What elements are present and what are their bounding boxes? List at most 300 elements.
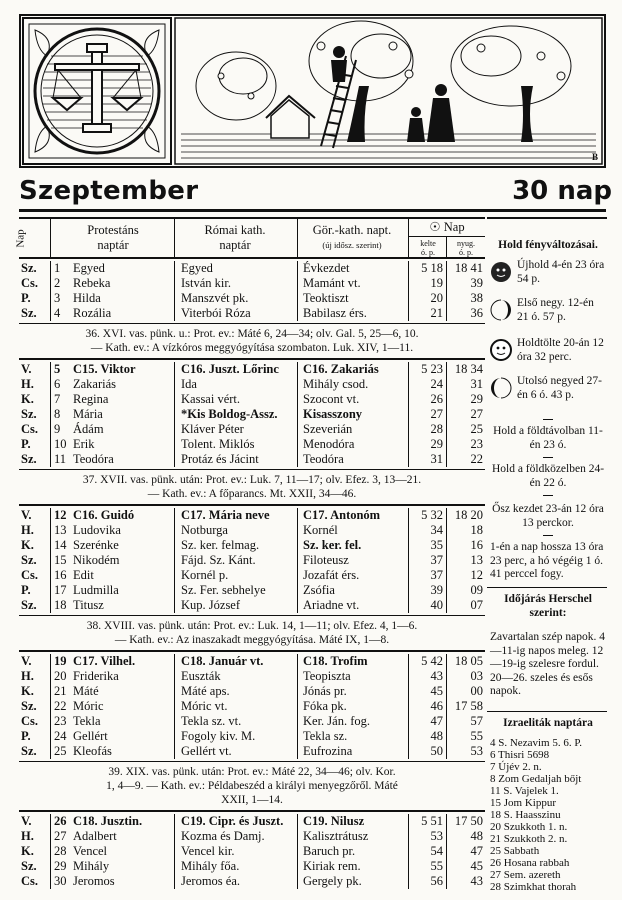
sun-header: ☉ Nap (429, 220, 465, 234)
protestant-name: Ludmilla (73, 583, 119, 597)
day-number: 22 (54, 699, 67, 713)
greek-catholic-name: Kisasszony (303, 407, 363, 421)
column-rule (50, 814, 51, 889)
day-number: 13 (54, 523, 67, 537)
protestant-header: Protestáns naptár (87, 223, 139, 252)
protestant-name: Rebeka (73, 276, 111, 290)
israel-item: 4 S. Nezavim 5. 6. P. (490, 737, 582, 749)
moon-near: Hold a földközelben 24-én 22 ó. (491, 463, 605, 489)
day-row (19, 538, 485, 553)
sunset-time: 18 20 (454, 508, 483, 522)
sunset-header: nyug. ó. p. (457, 239, 475, 257)
protestant-name: C16. Guidó (73, 508, 135, 522)
catholic-name: C19. Cipr. és Juszt. (181, 814, 284, 828)
gospel-note: XXII, 1—14. (221, 794, 283, 806)
day-number: 5 (54, 362, 61, 376)
catholic-name: Kláver Péter (181, 422, 244, 436)
protestant-name: Edit (73, 568, 94, 582)
sunrise-time: 28 (430, 422, 443, 436)
day-number: 12 (54, 508, 67, 522)
day-label: Cs. (21, 874, 39, 888)
column-rule (50, 261, 51, 321)
day-label: K. (21, 684, 34, 698)
gospel-note: — Kath. ev.: A főparancs. Mt. XXII, 34—46. (147, 488, 357, 500)
sunrise-time: 37 (430, 568, 443, 582)
autumn-start: Ősz kezdet 23-án 12 óra 13 perckor. (492, 503, 604, 529)
protestant-name: Gellért (73, 729, 108, 743)
protestant-name: Zakariás (73, 377, 117, 391)
day-row (19, 452, 485, 467)
day-label: Sz. (21, 306, 37, 320)
sunrise-time: 27 (430, 407, 443, 421)
catholic-name: István kir. (181, 276, 231, 290)
day-row (19, 407, 485, 422)
day-row (19, 684, 485, 699)
sunrise-time: 47 (430, 714, 443, 728)
day-row (19, 377, 485, 392)
day-label: K. (21, 392, 34, 406)
catholic-name: Protáz és Jácint (181, 452, 259, 466)
protestant-name: Adalbert (73, 829, 117, 843)
sunrise-time: 55 (430, 859, 443, 873)
day-row (19, 261, 485, 276)
sunrise-time: 20 (430, 291, 443, 305)
catholic-name: Máté aps. (181, 684, 230, 698)
sunrise-time: 19 (430, 276, 443, 290)
moon-phase-full: Holdtölte 20-án 12 óra 32 perc. (490, 337, 606, 371)
greek-catholic-name: Baruch pr. (303, 844, 356, 858)
protestant-name: Erik (73, 437, 95, 451)
sunrise-time: 29 (430, 437, 443, 451)
column-rule (446, 362, 447, 467)
sunrise-header: kelte ó. p. (420, 239, 436, 257)
sidebar-divider (487, 587, 607, 588)
greek-catholic-header: Gör.-kath. napt. (új idősz. szerint) (312, 223, 392, 250)
day-label: Sz. (21, 699, 37, 713)
sunset-time: 17 50 (454, 814, 483, 828)
protestant-name: Nikodém (73, 553, 120, 567)
sunrise-time: 5 42 (421, 654, 443, 668)
greek-catholic-name: Teopiszta (303, 669, 351, 683)
day-number: 1 (54, 261, 61, 275)
greek-catholic-name: C18. Trofim (303, 654, 368, 668)
day-number: 11 (54, 452, 67, 466)
column-rule (174, 654, 175, 759)
greek-catholic-name: Kiriak rem. (303, 859, 361, 873)
day-label: H. (21, 377, 34, 391)
day-number: 15 (54, 553, 67, 567)
day-row (19, 654, 485, 669)
greek-catholic-name: C19. Nilusz (303, 814, 365, 828)
sunrise-time: 26 (430, 392, 443, 406)
sunset-time: 39 (470, 276, 483, 290)
catholic-name: Fogoly kiv. M. (181, 729, 256, 743)
catholic-name: Sz. ker. felmag. (181, 538, 260, 552)
sunset-time: 29 (470, 392, 483, 406)
sunrise-time: 21 (430, 306, 443, 320)
protestant-name: Hilda (73, 291, 101, 305)
israel-item: 26 Hosana rabbah (490, 857, 570, 869)
column-rule (446, 814, 447, 889)
sunset-time: 12 (470, 568, 483, 582)
gospel-note: — Kath. ev.: Az inaszakadt meggyógyítása. Máté IX, 1—8. (114, 634, 390, 646)
catholic-name: Fájd. Sz. Kánt. (181, 553, 256, 567)
moon-title: Hold fényváltozásai. (498, 239, 598, 251)
month-title: Szeptember (19, 176, 199, 206)
catholic-name: Kup. József (181, 598, 241, 612)
greek-catholic-name: Szocont vt. (303, 392, 360, 406)
day-label: Sz. (21, 553, 37, 567)
column-rule (174, 814, 175, 889)
first-quarter-moon-icon (490, 299, 512, 321)
protestant-name: Regina (73, 392, 109, 406)
israel-item: 15 Jom Kippur (490, 797, 556, 809)
sunset-time: 18 (470, 523, 483, 537)
day-number: 2 (54, 276, 61, 290)
column-rule (408, 814, 409, 889)
greek-catholic-name: Gergely pk. (303, 874, 362, 888)
greek-catholic-name: Ker. Ján. fog. (303, 714, 370, 728)
column-rule (174, 508, 175, 613)
header-illustration (19, 14, 606, 168)
sunset-time: 25 (470, 422, 483, 436)
sunrise-time: 5 51 (421, 814, 443, 828)
sunset-time: 31 (470, 377, 483, 391)
day-number: 30 (54, 874, 67, 888)
sunset-time: 16 (470, 538, 483, 552)
day-number: 28 (54, 844, 67, 858)
israel-item: 8 Zom Gedaljah bőjt (490, 773, 582, 785)
column-rule (408, 362, 409, 467)
sunset-time: 18 05 (454, 654, 483, 668)
note-divider (19, 761, 485, 762)
sunrise-time: 50 (430, 744, 443, 758)
protestant-name: Móric (73, 699, 104, 713)
protestant-name: Tekla (73, 714, 101, 728)
sunset-time: 13 (470, 553, 483, 567)
day-row (19, 291, 485, 306)
calendar-table (14, 217, 485, 897)
catholic-name: Viterbói Róza (181, 306, 251, 320)
day-row (19, 729, 485, 744)
protestant-name: Vencel (73, 844, 108, 858)
sunset-time: 17 58 (454, 699, 483, 713)
israel-item: 18 S. Haasszinu (490, 809, 561, 821)
sunrise-time: 53 (430, 829, 443, 843)
catholic-name: Euszták (181, 669, 221, 683)
protestant-name: Szerénke (73, 538, 119, 552)
sunset-time: 38 (470, 291, 483, 305)
day-number: 16 (54, 568, 67, 582)
sunset-time: 53 (470, 744, 483, 758)
greek-catholic-name: Tekla sz. (303, 729, 348, 743)
sunset-time: 27 (470, 407, 483, 421)
day-label: H. (21, 829, 34, 843)
catholic-name: Vencel kir. (181, 844, 235, 858)
catholic-name: C17. Mária neve (181, 508, 270, 522)
column-rule (297, 654, 298, 759)
greek-catholic-name: Eufrozina (303, 744, 353, 758)
sunset-time: 18 41 (454, 261, 483, 275)
day-row (19, 276, 485, 291)
column-rule (446, 261, 447, 321)
new-moon-icon (490, 261, 512, 283)
day-label: V. (21, 654, 32, 668)
day-row (19, 859, 485, 874)
sun-icon: ☉ (429, 220, 441, 234)
day-label: Sz. (21, 452, 37, 466)
catholic-name: Manszvét pk. (181, 291, 249, 305)
sunrise-time: 5 18 (421, 261, 443, 275)
sunrise-time: 34 (430, 523, 443, 537)
day-label: Cs. (21, 714, 39, 728)
israel-item: 11 S. Vajelek 1. (490, 785, 559, 797)
day-row (19, 437, 485, 452)
column-rule (408, 654, 409, 759)
week-divider (19, 358, 485, 360)
gospel-note: 1, 4—9. — Kath. ev.: Példabeszéd a királyi menyegzőről. Máté (106, 780, 398, 792)
day-label: V. (21, 362, 32, 376)
moon-phase-last-quarter: Utolsó negyed 27-én 6 ó. 43 p. (490, 375, 606, 409)
day-label: Cs. (21, 568, 39, 582)
sunrise-time: 40 (430, 598, 443, 612)
day-label: V. (21, 508, 32, 522)
day-row (19, 699, 485, 714)
sidebar-divider (487, 711, 607, 712)
greek-catholic-name: Jozafát érs. (303, 568, 360, 582)
day-number: 23 (54, 714, 67, 728)
day-number: 19 (54, 654, 67, 668)
protestant-name: Ádám (73, 422, 104, 436)
day-label: Sz. (21, 744, 37, 758)
catholic-name: Sz. Fer. sebhelye (181, 583, 266, 597)
day-row (19, 362, 485, 377)
note-divider (19, 469, 485, 470)
column-rule (408, 508, 409, 613)
day-label: H. (21, 669, 34, 683)
column-rule (446, 508, 447, 613)
sunrise-time: 5 32 (421, 508, 443, 522)
catholic-name: Egyed (181, 261, 213, 275)
protestant-name: Rozália (73, 306, 112, 320)
sunset-time: 23 (470, 437, 483, 451)
gospel-note: 39. XIX. vas. pünk. után: Prot. ev.: Máté 22, 34—46; olv. Kor. (108, 766, 396, 778)
sunrise-time: 24 (430, 377, 443, 391)
sunset-time: 07 (470, 598, 483, 612)
catholic-header: Római kath. naptár (204, 223, 266, 252)
sunrise-time: 5 23 (421, 362, 443, 376)
column-rule (297, 508, 298, 613)
catholic-name: Tolent. Miklós (181, 437, 255, 451)
note-divider (19, 323, 485, 324)
israel-item: 7 Újév 2. n. (490, 761, 542, 773)
protestant-name: Jeromos (73, 874, 115, 888)
days-count: 30 nap (512, 176, 612, 206)
day-number: 18 (54, 598, 67, 612)
day-number: 14 (54, 538, 67, 552)
day-label: K. (21, 538, 34, 552)
greek-catholic-name: C17. Antonóm (303, 508, 381, 522)
sidebar (487, 217, 607, 897)
catholic-name: Móric vt. (181, 699, 228, 713)
column-rule (174, 261, 175, 321)
day-row (19, 844, 485, 859)
catholic-name: *Kis Boldog-Assz. (181, 407, 278, 421)
sunrise-time: 35 (430, 538, 443, 552)
protestant-name: Ludovika (73, 523, 121, 537)
protestant-name: C15. Viktor (73, 362, 136, 376)
note-divider (19, 615, 485, 616)
title-rule (19, 209, 606, 212)
full-moon-icon (490, 339, 512, 361)
column-rule (297, 362, 298, 467)
greek-catholic-name: Teoktiszt (303, 291, 349, 305)
catholic-name: Notburga (181, 523, 228, 537)
greek-catholic-name: Mihály csod. (303, 377, 369, 391)
day-row (19, 814, 485, 829)
day-label: Cs. (21, 422, 39, 436)
sunrise-time: 39 (430, 583, 443, 597)
day-number: 24 (54, 729, 67, 743)
day-number: 10 (54, 437, 67, 451)
day-number: 3 (54, 291, 61, 305)
day-number: 25 (54, 744, 67, 758)
catholic-name: Jeromos éa. (181, 874, 241, 888)
week-divider (19, 650, 485, 652)
protestant-name: Friderika (73, 669, 119, 683)
day-label: K. (21, 844, 34, 858)
week-divider (19, 504, 485, 506)
header-rule (408, 219, 409, 259)
israel-item: 21 Szukkoth 2. n. (490, 833, 568, 845)
day-row (19, 669, 485, 684)
nap-header: Nap (14, 229, 27, 248)
day-number: 7 (54, 392, 61, 406)
column-rule (297, 261, 298, 321)
day-number: 8 (54, 407, 61, 421)
last-quarter-moon-icon (490, 377, 512, 399)
gospel-note: 38. XVIII. vas. pünk. után: Prot. ev.: Luk. 14, 1—11; olv. Efez. 4, 1—6. (86, 620, 418, 632)
column-rule (50, 654, 51, 759)
day-number: 6 (54, 377, 61, 391)
day-row (19, 598, 485, 613)
sunset-time: 36 (470, 306, 483, 320)
catholic-name: C18. Január vt. (181, 654, 264, 668)
sunset-time: 55 (470, 729, 483, 743)
greek-catholic-name: Sz. ker. fel. (303, 538, 362, 552)
column-rule (446, 654, 447, 759)
day-row (19, 306, 485, 321)
weather-text: Zavartalan szép napok. 4—11-ig napos meleg. 12—19-ig szelesre fordul. 20—26. szeles és esős napok. (490, 631, 605, 697)
sunset-time: 47 (470, 844, 483, 858)
day-row (19, 714, 485, 729)
sunset-time: 00 (470, 684, 483, 698)
libra-orchard-artwork (21, 16, 604, 166)
day-number: 4 (54, 306, 61, 320)
column-rule (50, 362, 51, 467)
day-label: Sz. (21, 407, 37, 421)
day-label: V. (21, 814, 32, 828)
israel-item: 28 Szimkhat thorah (490, 881, 577, 893)
greek-catholic-name: Filoteusz (303, 553, 349, 567)
day-label: Cs. (21, 276, 39, 290)
day-number: 17 (54, 583, 67, 597)
header-rule (50, 219, 51, 259)
greek-catholic-name: Szeverián (303, 422, 353, 436)
greek-catholic-name: Menodóra (303, 437, 355, 451)
day-label: Sz. (21, 261, 37, 275)
catholic-name: Tekla sz. vt. (181, 714, 242, 728)
day-label: P. (21, 291, 31, 305)
day-number: 21 (54, 684, 67, 698)
day-label: Sz. (21, 859, 37, 873)
day-label: P. (21, 729, 31, 743)
sunset-time: 43 (470, 874, 483, 888)
greek-catholic-name: Mamánt vt. (303, 276, 361, 290)
day-row (19, 508, 485, 523)
day-number: 27 (54, 829, 67, 843)
weather-title: Időjárás Herschel szerint: (504, 593, 592, 619)
gospel-note: 37. XVII. vas. pünk. után: Prot. ev.: Luk. 7, 11—17; olv. Efez. 3, 13—21. (82, 474, 422, 486)
sunrise-time: 43 (430, 669, 443, 683)
greek-catholic-name: Kornél (303, 523, 338, 537)
sunset-time: 18 34 (454, 362, 483, 376)
day-row (19, 553, 485, 568)
protestant-name: C17. Vilhel. (73, 654, 136, 668)
column-rule (50, 508, 51, 613)
catholic-name: Kassai vért. (181, 392, 241, 406)
catholic-name: C16. Juszt. Lőrinc (181, 362, 279, 376)
greek-catholic-name: C16. Zakariás (303, 362, 379, 376)
day-row (19, 568, 485, 583)
moon-phase-first-quarter: Első negy. 12-én 21 ó. 57 p. (490, 297, 606, 331)
protestant-name: Titusz (73, 598, 104, 612)
column-rule (297, 814, 298, 889)
sunrise-time: 56 (430, 874, 443, 888)
greek-catholic-name: Babilasz érs. (303, 306, 367, 320)
day-number: 26 (54, 814, 67, 828)
protestant-name: C18. Jusztin. (73, 814, 143, 828)
day-label: P. (21, 437, 31, 451)
greek-catholic-name: Kalisztrátusz (303, 829, 369, 843)
day-row (19, 874, 485, 889)
sunset-time: 09 (470, 583, 483, 597)
catholic-name: Kozma és Damj. (181, 829, 265, 843)
greek-catholic-name: Ariadne vt. (303, 598, 360, 612)
day-row (19, 829, 485, 844)
sunrise-time: 31 (430, 452, 443, 466)
artist-signature: B (591, 152, 598, 162)
sunset-time: 22 (470, 452, 483, 466)
moon-far: Hold a földtávolban 11-én 23 ó. (493, 425, 603, 451)
sunrise-time: 37 (430, 553, 443, 567)
greek-catholic-name: Évkezdet (303, 261, 350, 275)
day-label: H. (21, 523, 34, 537)
day-row (19, 583, 485, 598)
catholic-name: Ida (181, 377, 197, 391)
sunset-time: 03 (470, 669, 483, 683)
greek-catholic-name: Jónás pr. (303, 684, 347, 698)
header-rule (174, 219, 175, 259)
column-rule (174, 362, 175, 467)
sunset-time: 48 (470, 829, 483, 843)
day-number: 29 (54, 859, 67, 873)
greek-catholic-name: Fóka pk. (303, 699, 347, 713)
protestant-name: Kleofás (73, 744, 112, 758)
day-length: 1-én a nap hossza 13 óra 23 perc, a hó végéig 1 ó. 41 perccel fogy. (490, 541, 604, 580)
israel-title: Izraeliták naptára (503, 717, 593, 729)
protestant-name: Mária (73, 407, 103, 421)
